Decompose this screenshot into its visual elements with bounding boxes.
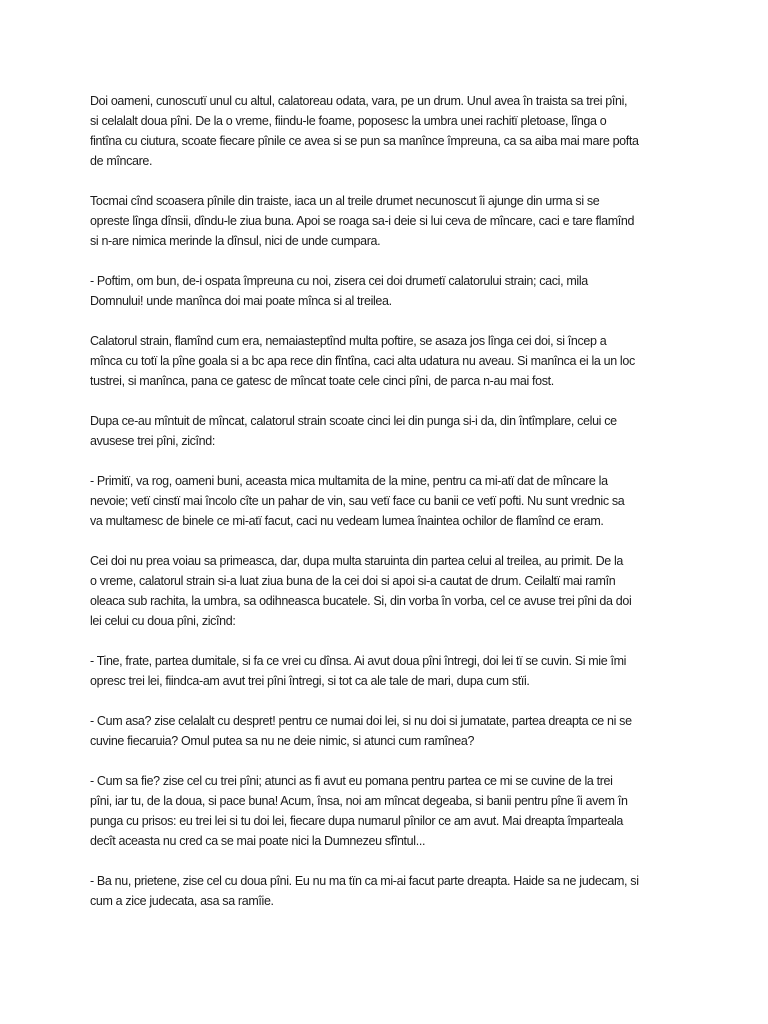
paragraph-8 (90, 651, 750, 691)
paragraph-line: - Cum sa fie? zise cel cu trei pîni; atunci as fi avut eu pomana pentru partea ce mi se cuvine de la trei (90, 774, 613, 788)
paragraph-line: - Cum asa? zise celalalt cu despret! pentru ce numai doi lei, si nu doi si jumatate, partea dreapta ce ni se (90, 714, 632, 728)
paragraph-line: oleaca sub rachita, la umbra, sa odihneasca bucatele. Si, din vorba în vorba, cel ce avuse trei pîni da doi (90, 594, 632, 608)
paragraph-line: pîni, iar tu, de la doua, si pace buna! Acum, însa, noi am mîncat degeaba, si banii pentru pîne îi avem în (90, 794, 628, 808)
paragraph-line: mînca cu totï la pîne goala si a bc apa rece din fîntîna, caci alta udatura nu aveau. Si manînca ei la un loc (90, 354, 635, 368)
paragraph-line: va multamesc de binele ce mi-atï facut, caci nu vedeam lumea înaintea ochilor de flamînd ce eram. (90, 514, 604, 528)
document-page (90, 91, 750, 931)
paragraph-line: punga cu prisos: eu trei lei si tu doi lei, fiecare dupa numarul pînilor ce am avut. Mai dreapta împarteala (90, 814, 623, 828)
paragraph-line: opresc trei lei, fiindca-am avut trei pîni întregi, si tot ca ale tale de mari, dupa cum stïi. (90, 674, 530, 688)
paragraph-line: - Ba nu, prietene, zise cel cu doua pîni. Eu nu ma tïn ca mi-ai facut parte dreapta. Haide sa ne judecam, si (90, 874, 639, 888)
paragraph-line: si celalalt doua pîni. De la o vreme, fiindu-le foame, poposesc la umbra unei rachitï pletoase, lînga o (90, 114, 607, 128)
paragraph-line: o vreme, calatorul strain si-a luat ziua buna de la cei doi si apoi si-a cautat de drum. Ceilaltï mai ramîn (90, 574, 616, 588)
paragraph-line: tustrei, si manînca, pana ce gatesc de mîncat toate cele cinci pîni, de parca n-au mai fost. (90, 374, 554, 388)
paragraph-line: Tocmai cînd scoasera pînile din traiste, iaca un al treile drumet necunoscut îi ajunge din urma si se (90, 194, 600, 208)
paragraph-7 (90, 551, 750, 631)
paragraph-line: - Primitï, va rog, oameni buni, aceasta mica multamita de la mine, pentru ca mi-atï dat de mîncare la (90, 474, 608, 488)
paragraph-line: lei celui cu doua pîni, zicînd: (90, 614, 236, 628)
paragraph-10 (90, 771, 750, 851)
paragraph-line: avusese trei pîni, zicînd: (90, 434, 215, 448)
paragraph-11 (90, 871, 750, 911)
paragraph-1 (90, 91, 750, 171)
paragraph-line: Calatorul strain, flamînd cum era, nemaiasteptînd multa poftire, se asaza jos lînga cei doi, si încep a (90, 334, 607, 348)
paragraph-line: si n-are nimica merinde la dînsul, nici de unde cumpara. (90, 234, 381, 248)
paragraph-line: Dupa ce-au mîntuit de mîncat, calatorul strain scoate cinci lei din punga si-i da, din întîmplare, celui ce (90, 414, 617, 428)
paragraph-6 (90, 471, 750, 531)
paragraph-line: decît aceasta nu cred ca se mai poate nici la Dumnezeu sfîntul... (90, 834, 426, 848)
paragraph-line: - Poftim, om bun, de-i ospata împreuna cu noi, zisera cei doi drumetï calatorului strain; caci, mila (90, 274, 588, 288)
paragraph-line: cum a zice judecata, asa sa ramîie. (90, 894, 274, 908)
paragraph-3 (90, 271, 750, 311)
paragraph-line: nevoie; vetï cinstï mai încolo cîte un pahar de vin, sau vetï face cu banii ce vetï pofti. Nu sunt vrednic sa (90, 494, 625, 508)
paragraph-line: cuvine fiecaruia? Omul putea sa nu ne deie nimic, si atunci cum ramînea? (90, 734, 475, 748)
paragraph-line: fintîna cu ciutura, scoate fiecare pînile ce avea si se pun sa manînce împreuna, ca sa aiba mai mare pofta (90, 134, 639, 148)
paragraph-line: opreste lînga dînsii, dîndu-le ziua buna. Apoi se roaga sa-i deie si lui ceva de mîncare, caci e tare flamînd (90, 214, 635, 228)
paragraph-line: - Tine, frate, partea dumitale, si fa ce vrei cu dînsa. Ai avut doua pîni întregi, doi lei tï se cuvin. Si mie îmi (90, 654, 627, 668)
paragraph-line: Cei doi nu prea voiau sa primeasca, dar, dupa multa staruinta din partea celui al treilea, au primit. De la (90, 554, 623, 568)
paragraph-5 (90, 411, 750, 451)
paragraph-line: Domnului! unde manînca doi mai poate mînca si al treilea. (90, 294, 392, 308)
paragraph-9 (90, 711, 750, 751)
paragraph-4 (90, 331, 750, 391)
paragraph-line: de mîncare. (90, 154, 153, 168)
paragraph-2 (90, 191, 750, 251)
paragraph-line: Doi oameni, cunoscutï unul cu altul, calatoreau odata, vara, pe un drum. Unul avea în traista sa trei pîni, (90, 94, 628, 108)
